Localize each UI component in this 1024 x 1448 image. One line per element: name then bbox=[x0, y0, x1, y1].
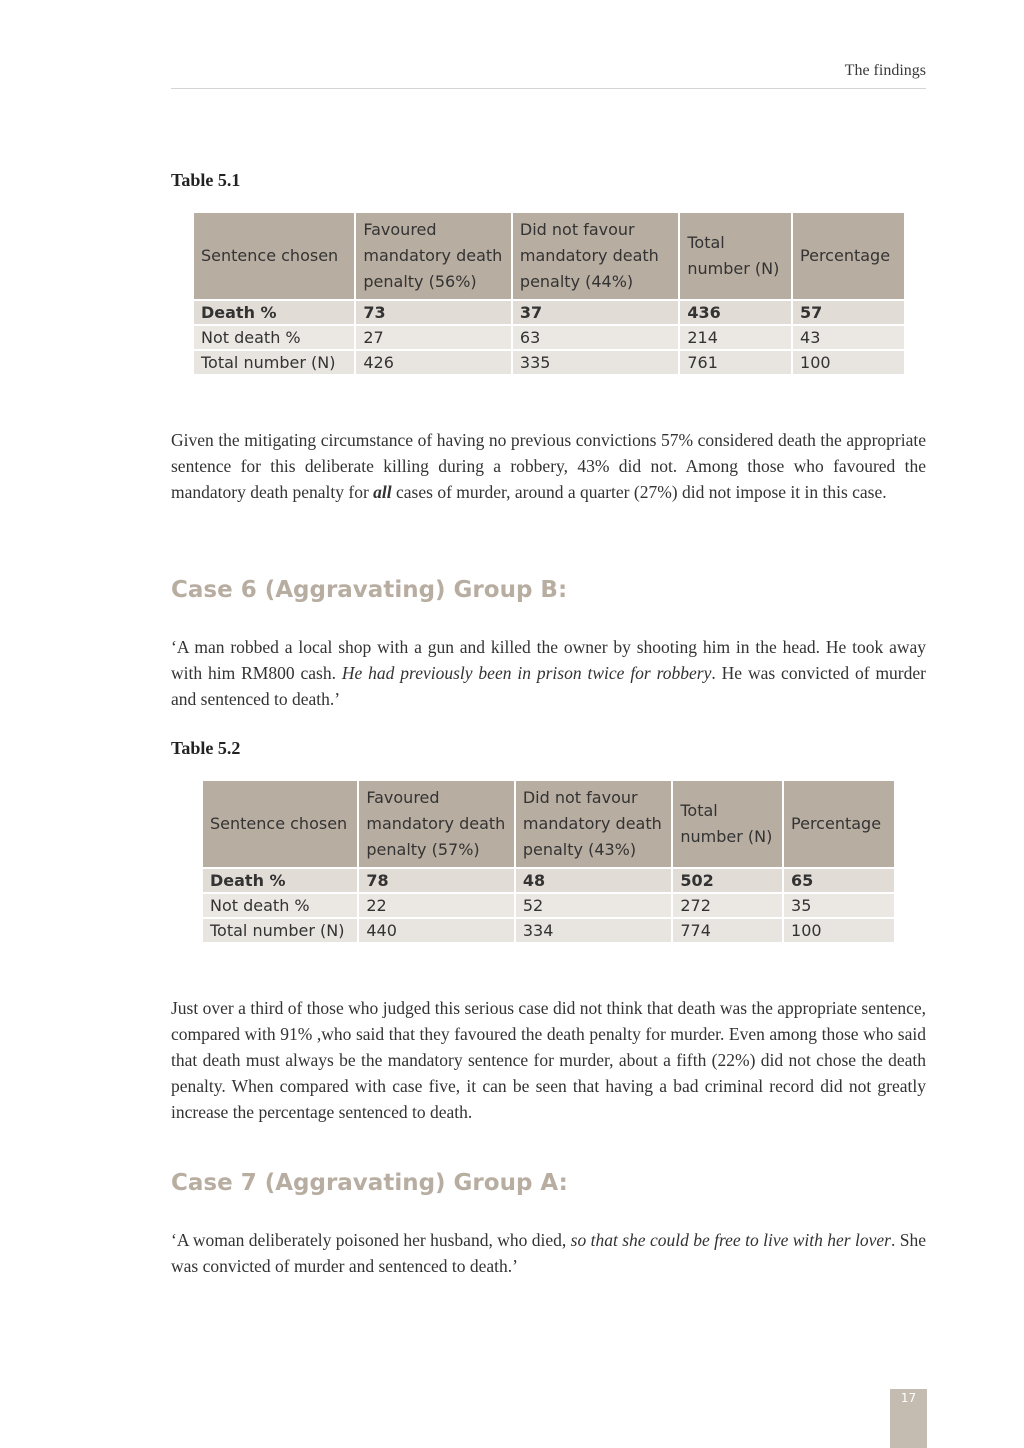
table-cell: 52 bbox=[515, 893, 672, 918]
column-header: Did not favour mandatory death penalty (44%) bbox=[512, 212, 679, 300]
column-header: Sentence chosen bbox=[193, 212, 355, 300]
table-header-row bbox=[193, 212, 905, 300]
page-number: 17 bbox=[890, 1389, 927, 1448]
data-table bbox=[192, 211, 906, 376]
column-header: Favoured mandatory death penalty (56%) bbox=[355, 212, 512, 300]
table-cell: 35 bbox=[783, 893, 895, 918]
table-cell: Total number (N) bbox=[193, 350, 355, 375]
data-table bbox=[201, 779, 896, 944]
table-row bbox=[202, 918, 895, 943]
section-title: The findings bbox=[844, 62, 926, 79]
column-header: Percentage bbox=[792, 212, 905, 300]
case-quote: ‘A woman deliberately poisoned her husband, who died, so that she could be free to live with her lover. She was convicted of murder and sentenced to death.’ bbox=[171, 1230, 927, 1276]
table-cell: Death % bbox=[193, 300, 355, 325]
table-caption: Table 5.2 bbox=[171, 738, 241, 758]
table-header-row bbox=[202, 780, 895, 868]
page-header bbox=[171, 58, 926, 89]
column-header: Sentence chosen bbox=[202, 780, 358, 868]
table-cell: 78 bbox=[358, 868, 514, 893]
table-cell: 761 bbox=[679, 350, 792, 375]
body-paragraph: Just over a third of those who judged this serious case did not think that death was the appropriate sentence, compared with 91% ,who said that they favoured the death penalty for murder. Even among those who said that death must always be the mandatory sentence for murder, about a fifth (22%) did not chose the death penalty. When compared with case five, it can be seen that having a bad criminal record did not greatly increase the percentage sentenced to death. bbox=[171, 998, 926, 1122]
table-cell: 100 bbox=[783, 918, 895, 943]
table-cell: 436 bbox=[679, 300, 792, 325]
table-cell: 43 bbox=[792, 325, 905, 350]
column-header: Total number (N) bbox=[672, 780, 783, 868]
table-cell: 334 bbox=[515, 918, 672, 943]
table-cell: 502 bbox=[672, 868, 783, 893]
table-row bbox=[193, 300, 905, 325]
table-cell: 214 bbox=[679, 325, 792, 350]
table-cell: Death % bbox=[202, 868, 358, 893]
table-cell: 48 bbox=[515, 868, 672, 893]
table-cell: 100 bbox=[792, 350, 905, 375]
table-cell: 37 bbox=[512, 300, 679, 325]
table-cell: 63 bbox=[512, 325, 679, 350]
column-header: Percentage bbox=[783, 780, 895, 868]
column-header: Did not favour mandatory death penalty (43%) bbox=[515, 780, 672, 868]
table-cell: 335 bbox=[512, 350, 679, 375]
table-row bbox=[202, 868, 895, 893]
section-heading: Case 7 (Aggravating) Group A: bbox=[171, 1170, 568, 1196]
table-cell: 27 bbox=[355, 325, 512, 350]
section-heading: Case 6 (Aggravating) Group B: bbox=[171, 577, 568, 603]
table-caption: Table 5.1 bbox=[171, 170, 241, 190]
table-cell: 57 bbox=[792, 300, 905, 325]
column-header: Total number (N) bbox=[679, 212, 792, 300]
table-cell: 65 bbox=[783, 868, 895, 893]
table-cell: 774 bbox=[672, 918, 783, 943]
table-row bbox=[193, 325, 905, 350]
table-cell: 426 bbox=[355, 350, 512, 375]
table-cell: Not death % bbox=[202, 893, 358, 918]
table-cell: 22 bbox=[358, 893, 514, 918]
column-header: Favoured mandatory death penalty (57%) bbox=[358, 780, 514, 868]
table-cell: Not death % bbox=[193, 325, 355, 350]
emphasis-text: all bbox=[373, 482, 392, 502]
case-quote: ‘A man robbed a local shop with a gun and killed the owner by shooting him in the head. He took away with him RM800 cash. He had previously been in prison twice for robbery. He was convicted of murder and sentenced to death.’ bbox=[171, 637, 926, 709]
table-cell: 272 bbox=[672, 893, 783, 918]
table-cell: Total number (N) bbox=[202, 918, 358, 943]
table-cell: 440 bbox=[358, 918, 514, 943]
table-row bbox=[202, 893, 895, 918]
table-cell: 73 bbox=[355, 300, 512, 325]
table-row bbox=[193, 350, 905, 375]
body-paragraph: Given the mitigating circumstance of having no previous convictions 57% considered death the appropriate sentence for this deliberate killing during a robbery, 43% did not. Among those who favoured the mandatory death penalty for all cases of murder, around a quarter (27%) did not impose it in this case. bbox=[171, 430, 926, 502]
